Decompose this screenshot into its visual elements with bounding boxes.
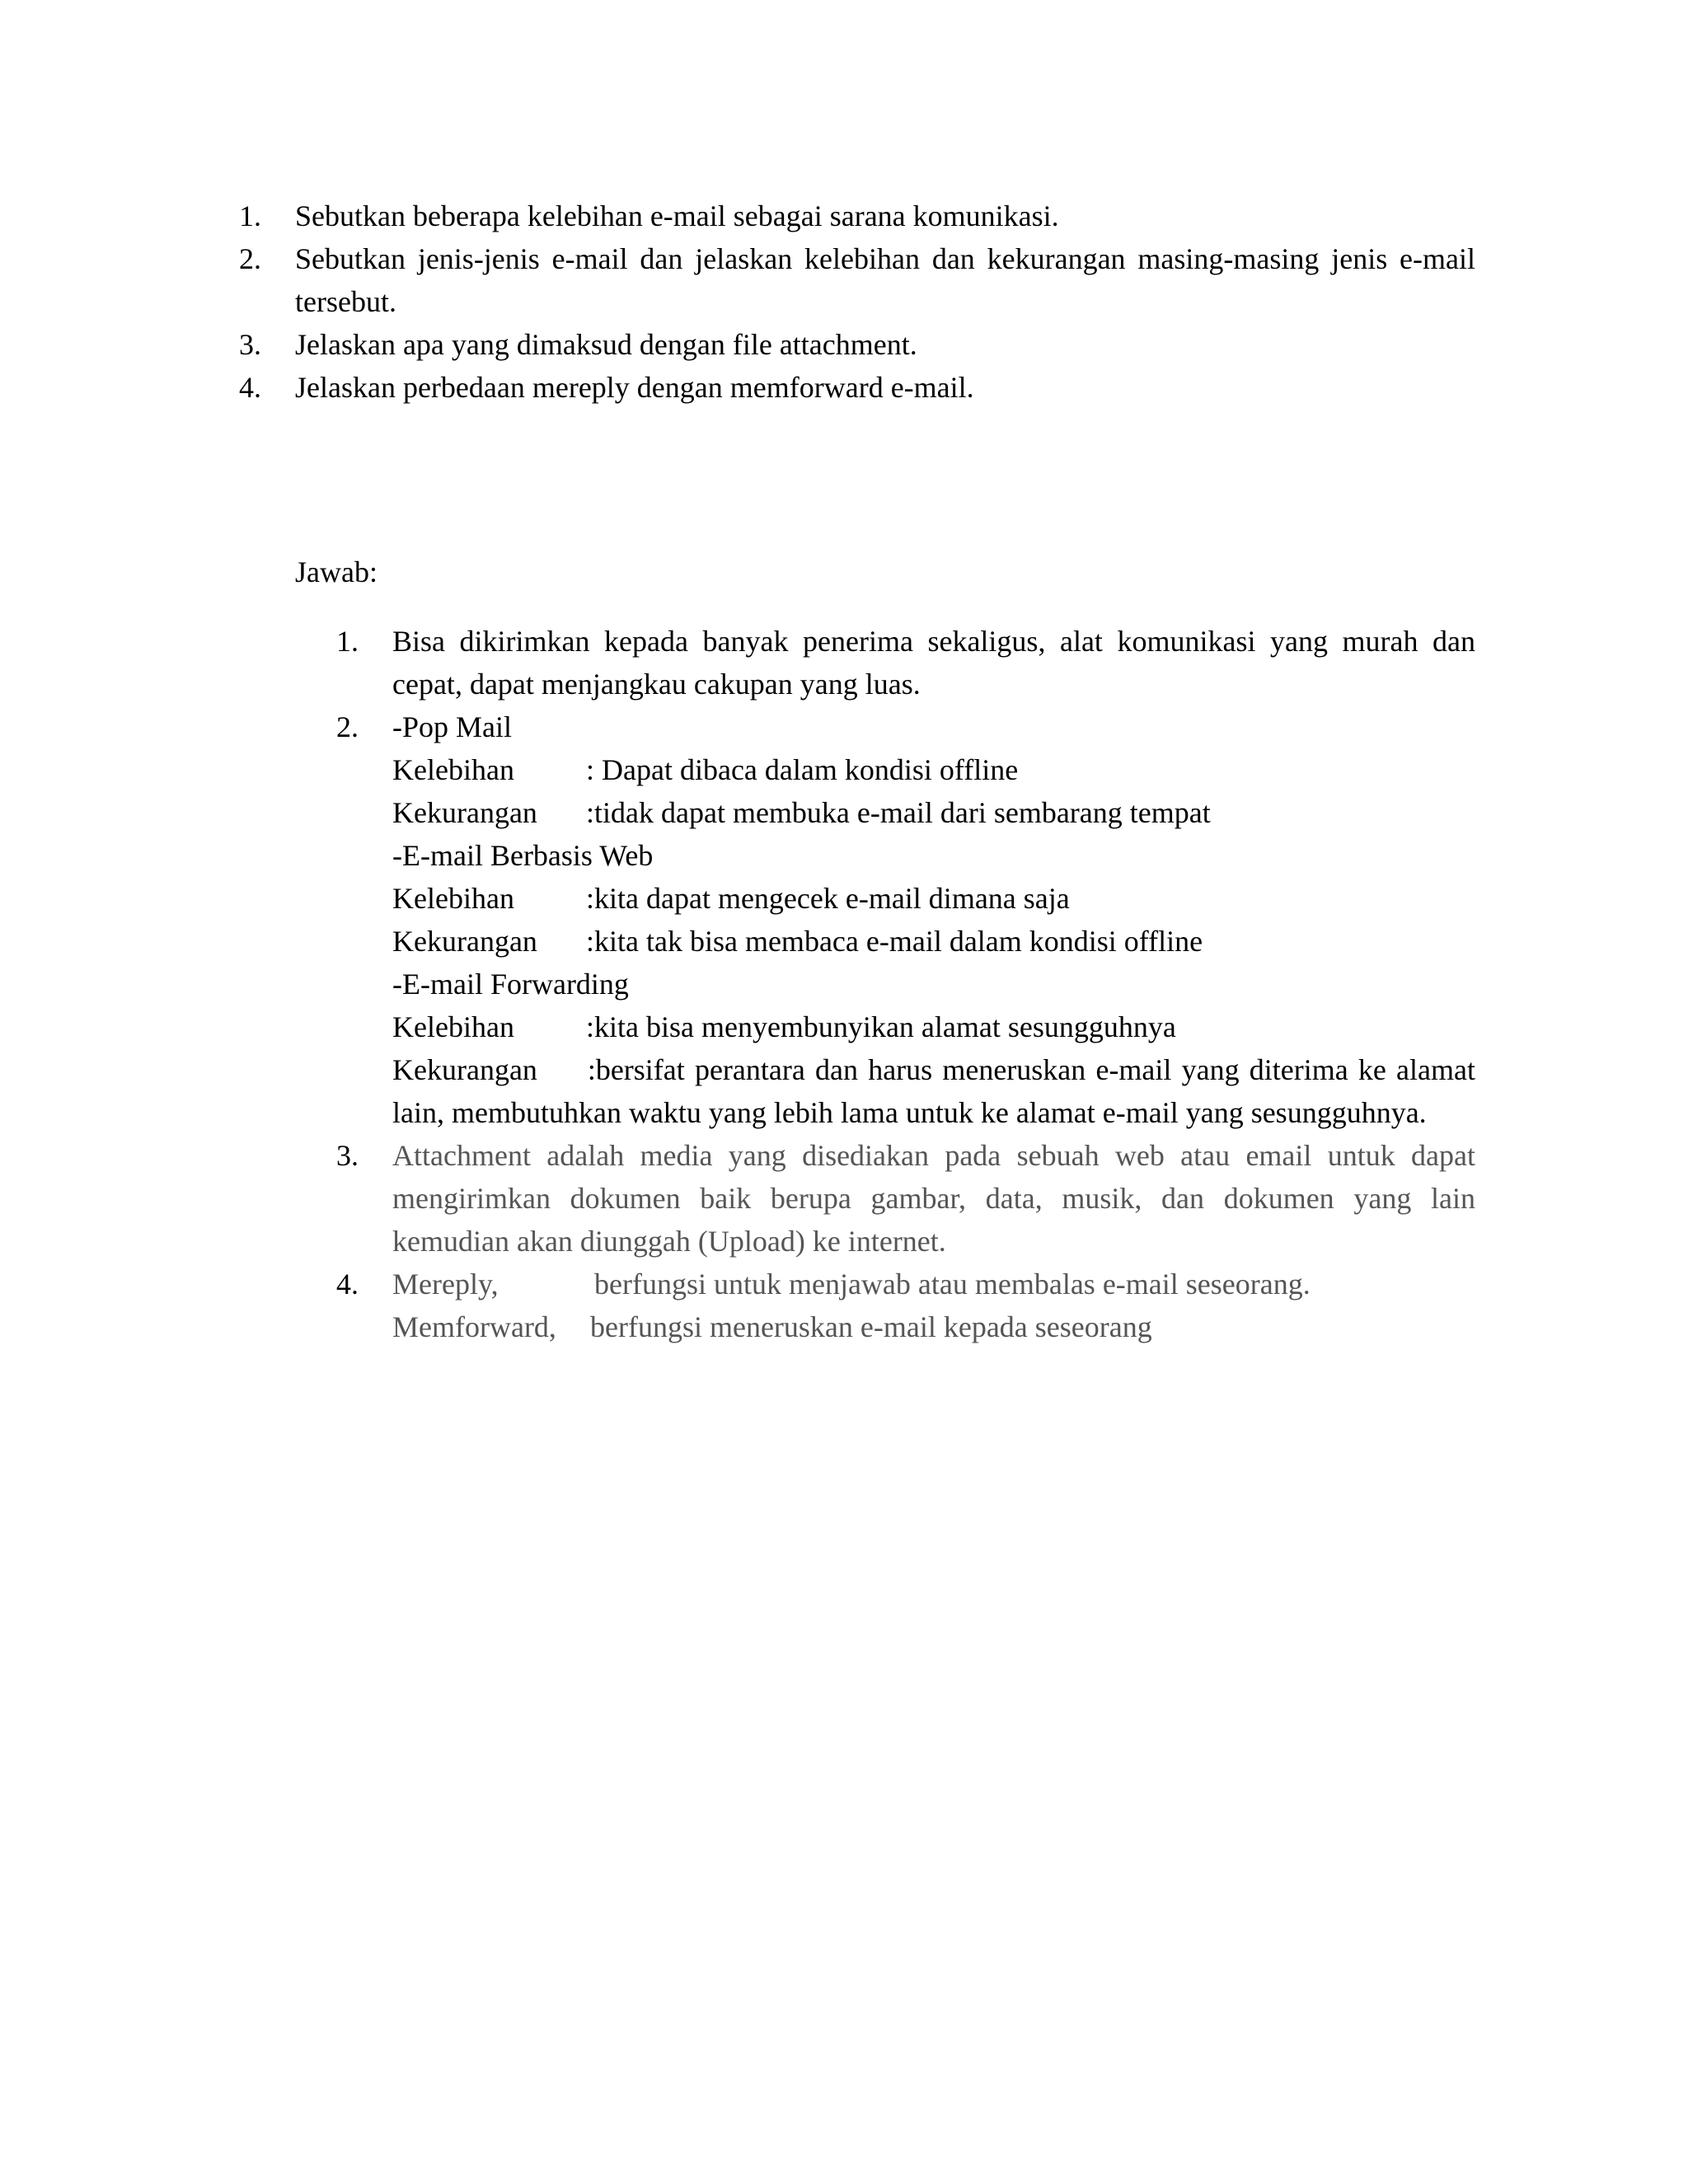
mereply-value: berfungsi untuk menjawab atau membalas e-mail seseorang. [594,1268,1311,1301]
question-text: Sebutkan beberapa kelebihan e-mail sebagai sarana komunikasi. [295,199,1059,232]
question-item [239,366,1475,409]
question-text: Sebutkan jenis-jenis e-mail dan jelaskan kelebihan dan kekurangan masing-masing jenis e-mail tersebut. [295,242,1475,318]
email-forwarding-disadvantage: Kekurangan :bersifat perantara dan harus meneruskan e-mail yang diterima ke alamat lain, membutuhkan waktu yang lebih lama untuk ke alamat e-mail yang sesungguhnya. [392,1053,1475,1129]
web-email-advantage [392,877,1475,920]
question-number: 3. [239,328,261,361]
web-email-disadvantage [392,920,1475,963]
question-list [239,194,1475,409]
disadvantage-label: Kekurangan [392,796,537,829]
answer-item-4 [336,1263,1475,1348]
disadvantage-label: Kekurangan [392,925,537,958]
advantage-label: Kelebihan [392,882,514,915]
answer-number: 2. [336,710,359,743]
question-number: 1. [239,199,261,232]
disadvantage-value: :kita tak bisa membaca e-mail dalam kondisi offline [586,925,1203,958]
pop-mail-advantage [392,748,1475,791]
advantage-value: : Dapat dibaca dalam kondisi offline [586,753,1019,786]
question-item [239,237,1475,323]
mereply-line [392,1263,1475,1305]
answer-item-1 [336,620,1475,705]
advantage-value: :kita dapat mengecek e-mail dimana saja [586,882,1070,915]
advantage-label: Kelebihan [392,1010,514,1043]
pop-mail-title: -Pop Mail [392,710,513,743]
question-text: Jelaskan perbedaan mereply dengan memforward e-mail. [295,371,974,404]
answer-number: 1. [336,625,359,658]
disadvantage-value: :tidak dapat membuka e-mail dari sembarang tempat [586,796,1211,829]
answer-number: 4. [336,1268,359,1301]
mereply-label: Mereply, [392,1268,499,1301]
answer-item-2 [336,705,1475,1134]
answer-number: 3. [336,1139,359,1172]
advantage-value: :kita bisa menyembunyikan alamat sesungguhnya [586,1010,1176,1043]
pop-mail-disadvantage [392,791,1475,834]
answer-heading: Jawab: [295,555,377,588]
question-number: 4. [239,371,261,404]
question-number: 2. [239,242,261,275]
answer-text: Attachment adalah media yang disediakan pada sebuah web atau email untuk dapat mengirimkan dokumen baik berupa gambar, data, musik, dan dokumen yang lain kemudian akan diunggah (Upload) ke internet. [392,1139,1475,1258]
question-item [239,194,1475,237]
advantage-label: Kelebihan [392,753,514,786]
email-forwarding-advantage [392,1005,1475,1048]
question-text: Jelaskan apa yang dimaksud dengan file attachment. [295,328,917,361]
question-item [239,323,1475,366]
email-forwarding-title: -E-mail Forwarding [392,968,629,1001]
web-email-title: -E-mail Berbasis Web [392,839,654,872]
memforward-label: Memforward, [392,1310,556,1343]
answer-text: Bisa dikirimkan kepada banyak penerima sekaligus, alat komunikasi yang murah dan cepat, dapat menjangkau cakupan yang luas. [392,625,1475,701]
memforward-line [392,1305,1475,1348]
memforward-value: berfungsi meneruskan e-mail kepada seseorang [590,1310,1152,1343]
answer-list [336,620,1475,1348]
answer-item-3 [336,1134,1475,1263]
